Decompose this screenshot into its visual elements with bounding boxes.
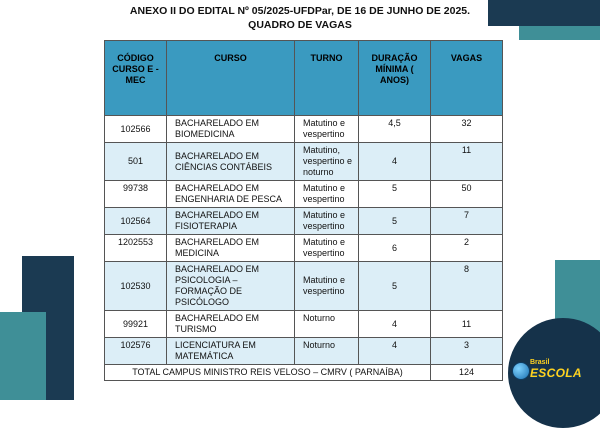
- page-title: ANEXO II DO EDITAL Nº 05/2025-UFDPar, DE 16 DE JUNHO DE 2025.: [129, 5, 471, 17]
- table-row: [105, 116, 503, 143]
- cell-duration: 5: [359, 208, 431, 235]
- cell-code: 102566: [105, 116, 167, 143]
- column-header-duration: DURAÇÃO MÍNIMA ( ANOS): [359, 41, 431, 116]
- column-header-course: CURSO: [167, 41, 295, 116]
- table-row: [105, 262, 503, 311]
- cell-duration: 4,5: [359, 116, 431, 143]
- cell-shift: Matutino e vespertino: [295, 235, 359, 262]
- cell-course: BACHARELADO EM TURISMO: [167, 311, 295, 338]
- cell-seats: 11: [431, 143, 503, 181]
- cell-duration: 4: [359, 143, 431, 181]
- cell-code: 501: [105, 143, 167, 181]
- brasil-escola-logo: [508, 358, 592, 382]
- vagas-table: [104, 40, 503, 381]
- table-row: [105, 338, 503, 365]
- column-header-seats: VAGAS: [431, 41, 503, 116]
- cell-course: BACHARELADO EM MEDICINA: [167, 235, 295, 262]
- cell-shift: Noturno: [295, 338, 359, 365]
- cell-shift: Matutino e vespertino: [295, 116, 359, 143]
- page-subtitle: QUADRO DE VAGAS: [248, 19, 352, 31]
- cell-code: 102564: [105, 208, 167, 235]
- globe-icon: [512, 362, 530, 380]
- total-label: TOTAL CAMPUS MINISTRO REIS VELOSO – CMRV ( PARNAÍBA): [105, 365, 431, 381]
- table-total-row: [105, 365, 503, 381]
- cell-course: BACHARELADO EM BIOMEDICINA: [167, 116, 295, 143]
- cell-code: 99738: [105, 181, 167, 208]
- cell-seats: 50: [431, 181, 503, 208]
- logo-brasil-text: Brasil: [530, 359, 550, 366]
- total-seats: 124: [431, 365, 503, 381]
- cell-shift: Matutino, vespertino e noturno: [295, 143, 359, 181]
- table-row: [105, 143, 503, 181]
- cell-course: LICENCIATURA EM MATEMÁTICA: [167, 338, 295, 365]
- decor-navy-rect-top-right: [488, 0, 600, 26]
- cell-course: BACHARELADO EM CIÊNCIAS CONTÁBEIS: [167, 143, 295, 181]
- column-header-code: CÓDIGO CURSO E - MEC: [105, 41, 167, 116]
- cell-shift: Noturno: [295, 311, 359, 338]
- cell-seats: 7: [431, 208, 503, 235]
- cell-duration: 5: [359, 181, 431, 208]
- table-row: [105, 181, 503, 208]
- cell-duration: 4: [359, 338, 431, 365]
- cell-course: BACHARELADO EM FISIOTERAPIA: [167, 208, 295, 235]
- table-row: [105, 311, 503, 338]
- logo-escola-text: ESCOLA: [530, 366, 582, 380]
- column-header-shift: TURNO: [295, 41, 359, 116]
- cell-code: 102576: [105, 338, 167, 365]
- cell-code: 102530: [105, 262, 167, 311]
- cell-duration: 5: [359, 262, 431, 311]
- cell-seats: 11: [431, 311, 503, 338]
- cell-shift: Matutino e vespertino: [295, 181, 359, 208]
- cell-seats: 8: [431, 262, 503, 311]
- cell-seats: 3: [431, 338, 503, 365]
- cell-shift: Matutino e vespertino: [295, 208, 359, 235]
- cell-shift: Matutino e vespertino: [295, 262, 359, 311]
- cell-seats: 32: [431, 116, 503, 143]
- cell-code: 99921: [105, 311, 167, 338]
- cell-seats: 2: [431, 235, 503, 262]
- table-row: [105, 208, 503, 235]
- cell-course: BACHARELADO EM PSICOLOGIA – FORMAÇÃO DE PSICÓLOGO: [167, 262, 295, 311]
- cell-duration: 4: [359, 311, 431, 338]
- cell-code: 1202553: [105, 235, 167, 262]
- cell-course: BACHARELADO EM ENGENHARIA DE PESCA: [167, 181, 295, 208]
- table-row: [105, 235, 503, 262]
- cell-duration: 6: [359, 235, 431, 262]
- decor-teal-rect-bottom-left: [0, 312, 46, 400]
- table-header-row: [105, 41, 503, 116]
